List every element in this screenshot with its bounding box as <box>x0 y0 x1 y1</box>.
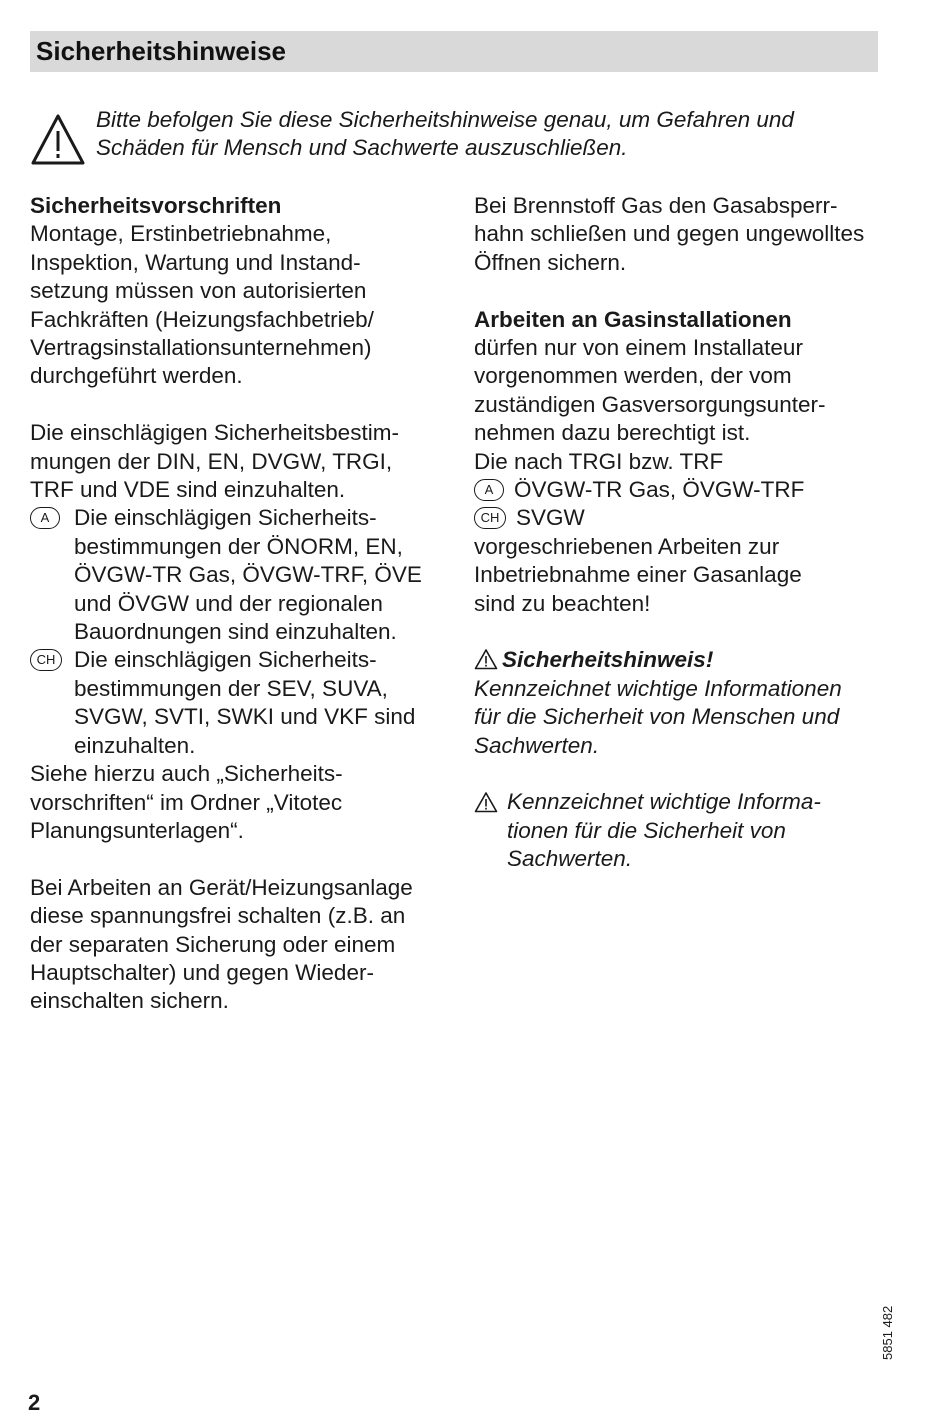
text-line: Montage, Erstinbetriebnahme, <box>30 221 332 247</box>
page-number: 2 <box>28 1390 41 1415</box>
property-safety-notice <box>474 788 894 873</box>
text-line: Die nach TRGI bzw. TRF <box>474 448 724 474</box>
text-line: durchgeführt werden. <box>30 363 243 389</box>
text-line: nehmen dazu berechtigt ist. <box>474 420 751 446</box>
text-line: für die Sicherheit von Menschen und <box>474 704 840 730</box>
text-line: bestimmungen der SEV, SUVA, <box>74 675 388 701</box>
text-line: sind zu beachten! <box>474 590 651 616</box>
safety-notice-heading <box>474 646 894 674</box>
text-line: Kennzeichnet wichtige Informa- <box>507 789 821 815</box>
country-badge-switzerland: CH <box>30 649 62 671</box>
text-line: ÖVGW-TR Gas, ÖVGW-TRF, ÖVE <box>74 562 422 588</box>
right-column <box>474 192 894 874</box>
text-line: Die einschlägigen Sicherheits- <box>74 505 377 531</box>
text-line: bestimmungen der ÖNORM, EN, <box>74 533 403 559</box>
austria-gas-rule <box>474 476 894 504</box>
text-line: Planungsunterlagen“. <box>30 817 244 843</box>
text-line: Kennzeichnet wichtige Informationen <box>474 675 842 701</box>
text-line: und ÖVGW und der regionalen <box>74 590 383 616</box>
safety-notice-title: Sicherheitshinweis! <box>502 647 714 673</box>
text-line: Siehe hierzu auch „Sicherheits- <box>30 761 343 787</box>
text-line: TRF und VDE sind einzuhalten. <box>30 477 346 503</box>
country-badge-switzerland: CH <box>474 507 506 529</box>
austria-rule <box>30 504 450 646</box>
text-line: Sachwerten. <box>507 846 633 872</box>
warning-triangle-icon <box>474 648 498 670</box>
text-line: Die einschlägigen Sicherheits- <box>74 647 377 673</box>
text-line: hahn schließen und gegen ungewolltes <box>474 221 865 247</box>
document-number: 5851 482 <box>880 1305 895 1360</box>
section-heading-gasinstallationen: Arbeiten an Gasinstallationen <box>474 306 792 332</box>
text-line: mungen der DIN, EN, DVGW, TRGI, <box>30 448 393 474</box>
text-line: der separaten Sicherung oder einem <box>30 931 396 957</box>
switzerland-gas-rule <box>474 504 894 532</box>
switzerland-rule <box>30 646 450 760</box>
text-line: zuständigen Gasversorgungsunter- <box>474 391 826 417</box>
text-line: einzuhalten. <box>74 732 196 758</box>
text-line: vorschriften“ im Ordner „Vitotec <box>30 789 343 815</box>
intro-line: Bitte befolgen Sie diese Sicherheitshinweise genau, um Gefahren und <box>96 107 794 132</box>
text-line: dürfen nur von einem Installateur <box>474 335 803 361</box>
text-line: vorgenommen werden, der vom <box>474 363 792 389</box>
text-line: Inspektion, Wartung und Instand- <box>30 249 361 275</box>
text-line: Hauptschalter) und gegen Wieder- <box>30 959 374 985</box>
text-line: Inbetriebnahme einer Gasanlage <box>474 562 802 588</box>
text-line: vorgeschriebenen Arbeiten zur <box>474 533 780 559</box>
text-line: Fachkräften (Heizungsfachbetrieb/ <box>30 306 374 332</box>
text-line: Bei Arbeiten an Gerät/Heizungsanlage <box>30 874 413 900</box>
warning-triangle-icon <box>474 791 498 813</box>
text-line: setzung müssen von autorisierten <box>30 278 367 304</box>
section-heading-sicherheitsvorschriften: Sicherheitsvorschriften <box>30 193 282 218</box>
page-title: Sicherheitshinweise <box>36 36 286 66</box>
text-line: SVGW, SVTI, SWKI und VKF sind <box>74 704 416 730</box>
warning-triangle-icon <box>30 112 86 168</box>
intro-text <box>96 106 896 163</box>
text-line: tionen für die Sicherheit von <box>507 817 786 843</box>
intro-line: Schäden für Mensch und Sachwerte auszuschließen. <box>96 135 628 161</box>
text-line: Vertragsinstallationsunternehmen) <box>30 335 372 361</box>
text-line: einschalten sichern. <box>30 988 229 1014</box>
text-line: Bei Brennstoff Gas den Gasabsperr- <box>474 193 838 218</box>
section-header-bar <box>30 31 878 72</box>
country-badge-austria: A <box>474 479 504 501</box>
left-column <box>30 192 450 1016</box>
text-line: ÖVGW-TR Gas, ÖVGW-TRF <box>514 477 805 503</box>
text-line: Bauordnungen sind einzuhalten. <box>74 619 397 645</box>
text-line: diese spannungsfrei schalten (z.B. an <box>30 903 406 929</box>
text-line: Die einschlägigen Sicherheitsbestim- <box>30 420 399 446</box>
country-badge-austria: A <box>30 507 60 529</box>
text-line: Öffnen sichern. <box>474 249 627 275</box>
text-line: SVGW <box>516 505 585 531</box>
text-line: Sachwerten. <box>474 732 600 758</box>
